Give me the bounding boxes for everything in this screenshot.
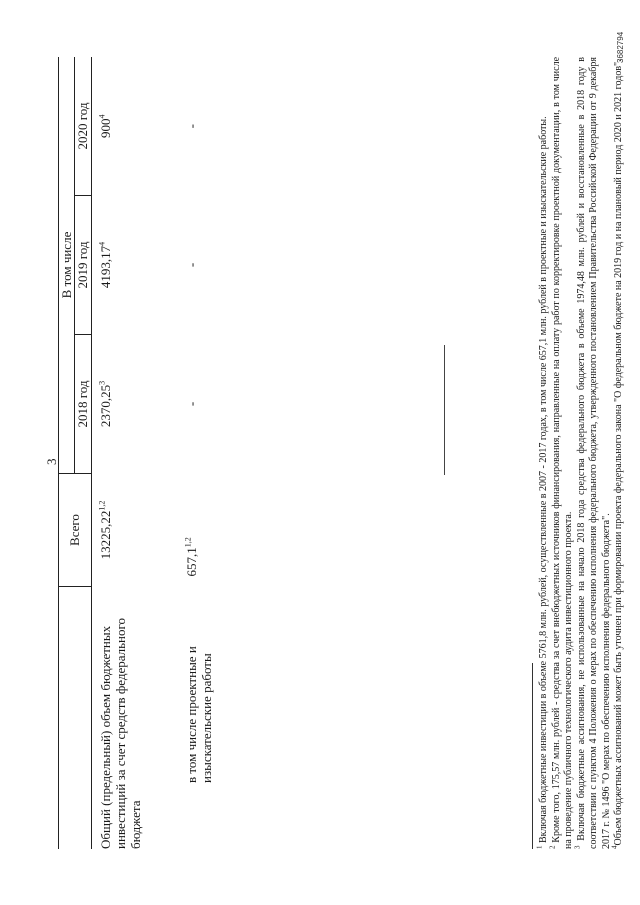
total-value: 657,1$^{1,2}$ <box>183 537 199 577</box>
header-group: В том числе <box>59 57 75 474</box>
footnote: $^2$ Кроме того, 175,57 млн. рублей - средства за счет внебюджетных источников финансирования, направленные на оплату работ по корректировке проектной документации, в том числе на проведение публичного технологического аудита инвестиционного проекта. <box>548 56 574 849</box>
footnote-separator <box>532 663 533 849</box>
value-2020: $900^4$ <box>97 114 113 138</box>
total-value: 13225,22$^{1,2}$ <box>97 500 113 560</box>
page-number: 3 <box>44 458 59 465</box>
header-empty-cell <box>59 587 92 850</box>
document-number: 3682794 <box>616 31 625 63</box>
row-label: в том числе проектные и изыскательские работы <box>183 646 214 783</box>
header-year-2018: 2018 год <box>75 335 91 474</box>
footnotes <box>535 56 626 849</box>
header-year-2020: 2020 год <box>75 57 91 196</box>
value-2018: 2370,25$^3$ <box>97 380 113 428</box>
table-header-row <box>59 57 75 849</box>
footnote: $^1$ Включая бюджетные инвестиции в объеме 5761,8 млн. рублей, осуществленные в 2007 - 2017 годах, в том числе 657,1 млн. рублей в проектные и изыскательские работы. <box>535 116 549 849</box>
footnote: $^4$Объем бюджетных ассигнований может быть уточнен при формировании проекта федерального закона "О федеральном бюджете на 2019 год и на плановый период 2020 и 2021 годов". <box>610 59 624 849</box>
table-row <box>178 57 244 849</box>
row-label: Общий (предельный) объем бюджетных инвестиций за счет средств федерального бюджета <box>97 618 144 849</box>
footnote: $^3$ Включая бюджетные ассигнования, не использованные на начало 2018 года средства федерального бюджета в объеме 1974,48 млн. рублей и восстановленные в 2018 году в соответствии с пунктом 4 Положения о мерах по обеспечению исполнения федерального бюджета, утвержденного постановлением Правительства Российской Федерации от 9 декабря 2017 г. № 1496 "О мерах по обеспечению исполнения федерального бюджета". <box>573 57 612 849</box>
value-2020: - <box>183 124 199 129</box>
value-2018: - <box>183 401 199 407</box>
header-total: Всего <box>59 474 92 587</box>
budget-table <box>58 57 244 849</box>
value-2019: 4193,17$^4$ <box>97 241 113 289</box>
table-end-line <box>444 345 445 475</box>
header-year-2019: 2019 год <box>75 196 91 335</box>
value-2019: - <box>183 262 199 268</box>
table-row <box>91 57 178 849</box>
